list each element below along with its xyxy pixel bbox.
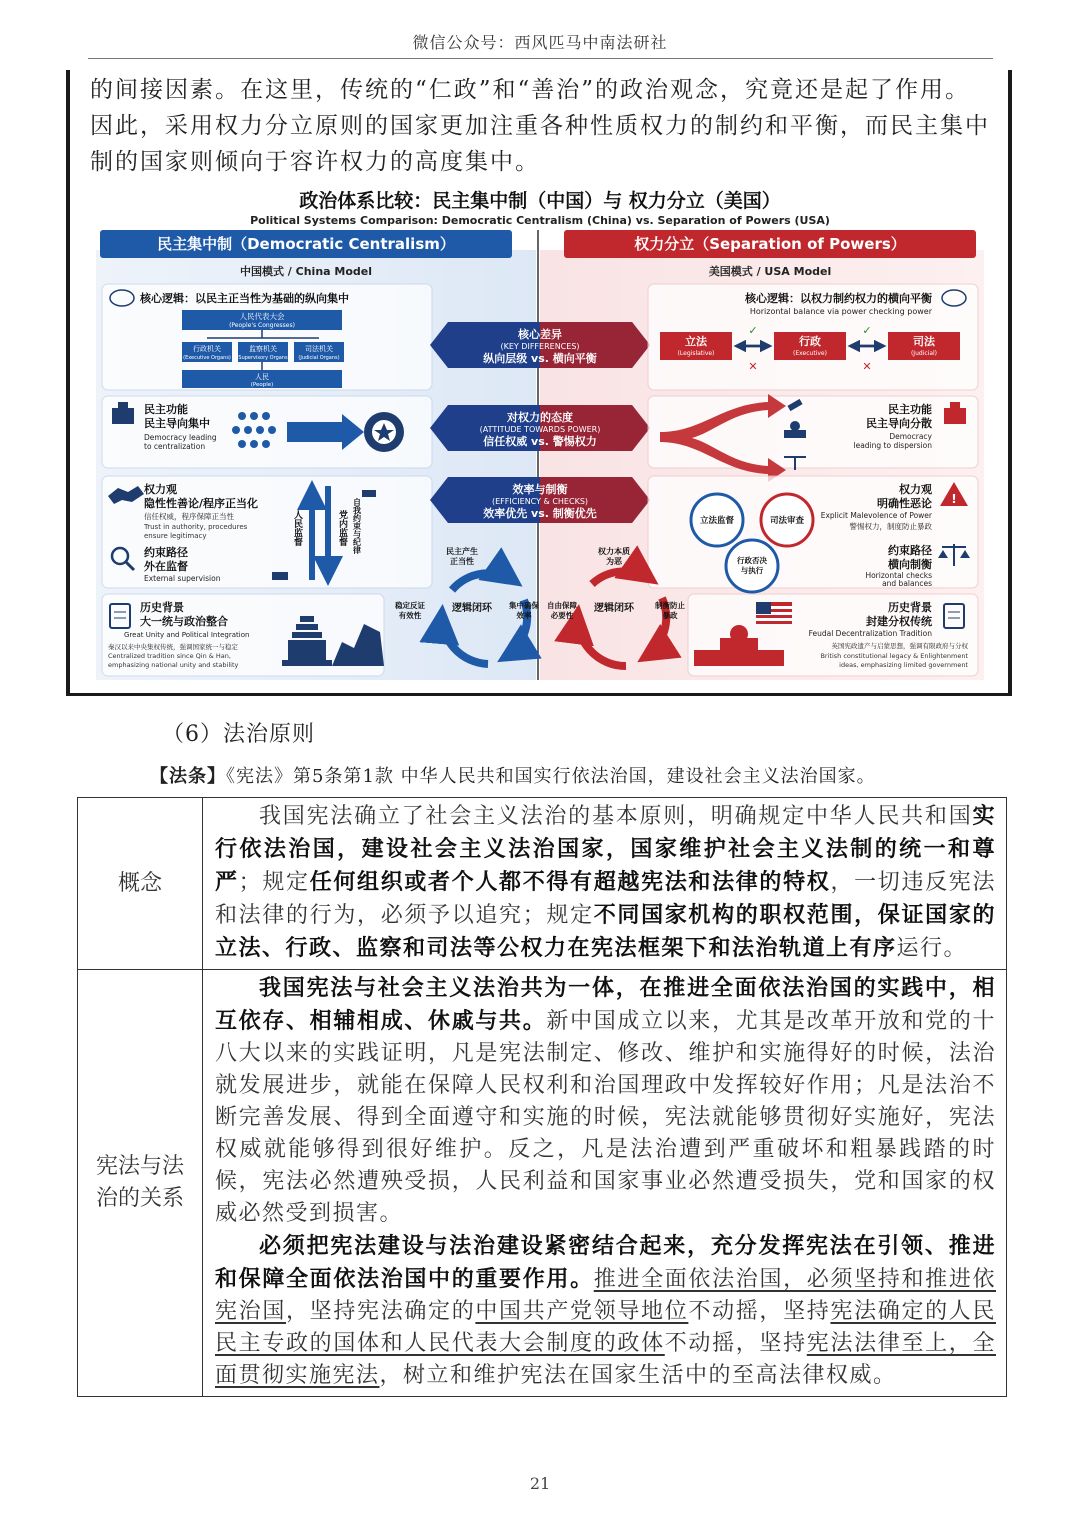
- intro-paragraph: [90, 72, 995, 180]
- header-rule: [88, 58, 993, 59]
- svg-text:权力观: 权力观: [144, 483, 177, 496]
- svg-text:暴政: 暴政: [662, 611, 678, 620]
- svg-text:(People): (People): [250, 382, 274, 388]
- check-icon: ✓: [862, 324, 872, 337]
- efficiency-block: [430, 477, 650, 523]
- svg-text:Horizontal balance via power c: Horizontal balance via power checking power: [749, 307, 932, 316]
- svg-text:历史背景: 历史背景: [140, 601, 184, 614]
- svg-text:封建分权传统: 封建分权传统: [866, 615, 932, 628]
- cross-icon: ✕: [748, 360, 758, 373]
- law-clause: [150, 762, 1010, 788]
- svg-text:必要性: 必要性: [550, 611, 574, 620]
- svg-text:效率优先 vs. 制衡优先: 效率优先 vs. 制衡优先: [483, 507, 597, 520]
- svg-text:行政: 行政: [799, 335, 821, 348]
- intro-line: 的间接因素。在这里，传统的“仁政”和“善治”的政治观念，究竟还是起了作用。: [90, 77, 971, 103]
- svg-text:ideas, emphasizing limited gov: ideas, emphasizing limited government: [839, 661, 968, 669]
- svg-text:民主功能: 民主功能: [144, 403, 188, 416]
- section-heading: （6）法治原则: [162, 722, 315, 747]
- svg-text:(Executive): (Executive): [793, 350, 827, 357]
- check-icon: ✓: [748, 324, 758, 337]
- right-core-title: 核心逻辑：以权力制约权力的横向平衡: [745, 292, 932, 305]
- law-clause-label: 【法条】: [150, 766, 226, 787]
- table-row: [78, 798, 1007, 970]
- svg-text:权力观: 权力观: [899, 483, 932, 496]
- us-flag-icon: [756, 602, 792, 624]
- right-model-label: 美国模式 / USA Model: [708, 265, 832, 278]
- svg-text:Horizontal checks: Horizontal checks: [865, 571, 932, 580]
- svg-text:监察机关: 监察机关: [249, 345, 277, 353]
- svg-text:(EFFICIENCY & CHECKS): (EFFICIENCY & CHECKS): [491, 497, 589, 506]
- svg-text:历史背景: 历史背景: [888, 601, 932, 614]
- svg-text:(People's Congresses): (People's Congresses): [229, 322, 295, 329]
- svg-text:司法机关: 司法机关: [305, 345, 333, 353]
- principle-table: [77, 797, 1007, 1397]
- svg-text:(Judicial Organs): (Judicial Organs): [298, 355, 340, 361]
- svg-text:ensure legitimacy: ensure legitimacy: [144, 532, 207, 540]
- svg-text:立法监督: 立法监督: [699, 516, 735, 526]
- svg-text:人民监督: 人民监督: [292, 510, 302, 546]
- svg-text:行政否决: 行政否决: [737, 556, 767, 565]
- svg-text:External supervision: External supervision: [144, 574, 221, 583]
- svg-text:and balances: and balances: [882, 579, 932, 588]
- svg-text:行政机关: 行政机关: [193, 345, 221, 353]
- relationship-content: 我国宪法与社会主义法治共为一体，在推进全面依法治国的实践中，相互依存、相辅相成、休戚与共。新中国成立以来，尤其是改革开放和党的十八大以来的实践证明，凡是宪法制定、修改、维护和实施得好的时候，法治就发展进步，就能在保障人民权利和治国理政中发挥较好作用；凡是法治不断完善发展、得到全面遵守和实施的时候，宪法就能够贯彻好实施好，宪法权威就能够得到很好维护。反之，凡是法治遭到严重破坏和粗暴践踏的时候，宪法必然遭殃受损，人民利益和国家事业必然遭受损失，党和国家的权威必然受到损害。 必须把宪法建设与法治建设紧密结合起来，充分发挥宪法在引领、推进和保障全面依法治国中的重要作用。推进全面依法治国，必须坚持和推进依宪治国，坚持宪法确定的中国共产党领导地位不动摇，坚持宪法确定的人民民主专政的国体和人民代表大会制度的政体不动摇，坚持宪法法律至上，全面贯彻实施宪法，树立和维护宪法在国家生活中的至高法律权威。: [203, 970, 1007, 1397]
- svg-text:民主功能: 民主功能: [888, 403, 932, 416]
- row-label-relationship: 宪法与法治的关系: [78, 970, 203, 1397]
- svg-text:党内监督: 党内监督: [337, 510, 347, 546]
- intro-line: 制的国家则倾向于容许权力的高度集中。: [90, 149, 540, 175]
- svg-text:警惕权力，制度防止暴政: 警惕权力，制度防止暴政: [849, 522, 932, 531]
- infographic-title: 政治体系比较：民主集中制（中国）与 权力分立（美国）: [299, 190, 781, 212]
- svg-text:逻辑闭环: 逻辑闭环: [452, 603, 492, 614]
- svg-text:to centralization: to centralization: [144, 442, 206, 451]
- page-number: 21: [529, 1474, 551, 1493]
- svg-text:British constitutional legacy: British constitutional legacy & Enlightenment: [820, 652, 968, 660]
- svg-text:效率: 效率: [516, 611, 532, 620]
- svg-text:司法: 司法: [913, 335, 935, 348]
- svg-text:约束路径: 约束路径: [888, 544, 932, 557]
- svg-text:司法审查: 司法审查: [769, 516, 805, 526]
- right-banner-label: 权力分立（Separation of Powers）: [634, 235, 906, 253]
- intro-line: 因此，采用权力分立原则的国家更加注重各种性质权力的制约和平衡，而民主集中: [90, 113, 990, 139]
- svg-text:民主产生: 民主产生: [446, 547, 478, 556]
- svg-text:leading to dispersion: leading to dispersion: [853, 441, 932, 450]
- svg-text:(Legislative): (Legislative): [677, 350, 715, 357]
- svg-text:制衡防止: 制衡防止: [655, 601, 685, 610]
- svg-text:横向制衡: 横向制衡: [888, 558, 932, 571]
- svg-text:核心差异: 核心差异: [518, 328, 562, 341]
- svg-text:Trust in authority, procedures: Trust in authority, procedures: [144, 523, 248, 531]
- svg-text:emphasizing national unity and: emphasizing national unity and stability: [108, 661, 239, 669]
- svg-text:权力本质: 权力本质: [598, 547, 630, 556]
- branches: [660, 332, 960, 360]
- svg-text:约束路径: 约束路径: [144, 546, 188, 559]
- political-systems-infographic: [92, 180, 988, 688]
- svg-text:信任权威 vs. 警惕权力: 信任权威 vs. 警惕权力: [483, 435, 597, 448]
- attitude-block: [430, 405, 650, 451]
- cross-icon: ✕: [862, 360, 872, 373]
- svg-text:效率与制衡: 效率与制衡: [512, 483, 568, 496]
- svg-text:集中确保: 集中确保: [509, 601, 539, 610]
- row-label-concept: 概念: [78, 798, 203, 970]
- svg-text:秦汉以来中央集权传统，强调国家统一与稳定: 秦汉以来中央集权传统，强调国家统一与稳定: [108, 643, 238, 651]
- svg-text:为恶: 为恶: [606, 557, 622, 566]
- svg-text:Explicit Malevolence of Power: Explicit Malevolence of Power: [820, 511, 932, 520]
- svg-text:(KEY DIFFERENCES): (KEY DIFFERENCES): [500, 342, 580, 351]
- svg-text:逻辑闭环: 逻辑闭环: [594, 603, 634, 614]
- concept-content: 我国宪法确立了社会主义法治的基本原则，明确规定中华人民共和国实行依法治国，建设社会主义法治国家，国家维护社会主义法制的统一和尊严；规定任何组织或者个人都不得有超越宪法和法律的特权，一切违反宪法和法律的行为，必须予以追究；规定不同国家机构的职权范围，保证国家的立法、行政、监察和司法等公权力在宪法框架下和法治轨道上有序运行。: [203, 798, 1007, 970]
- svg-text:明确性恶论: 明确性恶论: [877, 497, 932, 510]
- svg-text:正当性: 正当性: [450, 557, 474, 566]
- svg-text:Centralized tradition since Qi: Centralized tradition since Qin & Han,: [108, 652, 231, 660]
- svg-text:英国宪政遗产与启蒙思想，强调有限政府与分权: 英国宪政遗产与启蒙思想，强调有限政府与分权: [831, 642, 968, 650]
- svg-text:与执行: 与执行: [740, 566, 764, 575]
- svg-text:自我约束与纪律: 自我约束与纪律: [352, 498, 362, 554]
- svg-text:(Supervisory Organs): (Supervisory Organs): [236, 355, 290, 361]
- left-banner-label: 民主集中制（Democratic Centralism）: [157, 235, 455, 253]
- svg-text:大一统与政治整合: 大一统与政治整合: [140, 615, 228, 628]
- svg-text:信任权威，程序保障正当性: 信任权威，程序保障正当性: [144, 512, 234, 521]
- star-gear-icon: [364, 412, 404, 452]
- svg-text:人民: 人民: [255, 373, 269, 381]
- left-core-title: 核心逻辑：以民主正当性为基础的纵向集中: [140, 292, 349, 305]
- svg-text:Feudal Decentralization Tradit: Feudal Decentralization Tradition: [808, 629, 932, 638]
- table-row: [78, 970, 1007, 1397]
- svg-text:(Executive Organs): (Executive Organs): [183, 355, 231, 361]
- state-organs: [182, 342, 344, 362]
- svg-text:人民代表大会: 人民代表大会: [239, 312, 285, 321]
- key-differences-block: [430, 322, 650, 368]
- svg-text:(Judicial): (Judicial): [910, 350, 938, 357]
- svg-text:纵向层级 vs. 横向平衡: 纵向层级 vs. 横向平衡: [483, 352, 597, 365]
- svg-text:Democracy: Democracy: [889, 432, 932, 441]
- svg-text:民主导向分散: 民主导向分散: [866, 417, 932, 430]
- infographic-subtitle: Political Systems Comparison: Democratic Centralism (China) vs. Separation of Powers (USA): [250, 214, 830, 227]
- svg-text:有效性: 有效性: [398, 611, 422, 620]
- law-clause-text: 《宪法》第5条第1款 中华人民共和国实行依法治国，建设社会主义法治国家。: [226, 766, 876, 787]
- svg-text:Great Unity and Political Inte: Great Unity and Political Integration: [124, 631, 250, 639]
- page-header: 微信公众号：西风匹马中南法研社: [412, 33, 668, 52]
- svg-text:隐性性善论/程序正当化: 隐性性善论/程序正当化: [144, 497, 259, 510]
- svg-text:Democracy leading: Democracy leading: [144, 433, 217, 442]
- svg-text:自由保障: 自由保障: [547, 601, 577, 610]
- svg-text:外在监督: 外在监督: [144, 560, 188, 573]
- svg-text:!: !: [951, 492, 957, 506]
- svg-text:立法: 立法: [685, 335, 707, 348]
- svg-text:对权力的态度: 对权力的态度: [507, 411, 573, 424]
- svg-text:民主导向集中: 民主导向集中: [144, 417, 210, 430]
- svg-text:稳定反证: 稳定反证: [395, 601, 425, 610]
- svg-text:(ATTITUDE TOWARDS POWER): (ATTITUDE TOWARDS POWER): [479, 425, 601, 434]
- left-model-label: 中国模式 / China Model: [239, 265, 373, 278]
